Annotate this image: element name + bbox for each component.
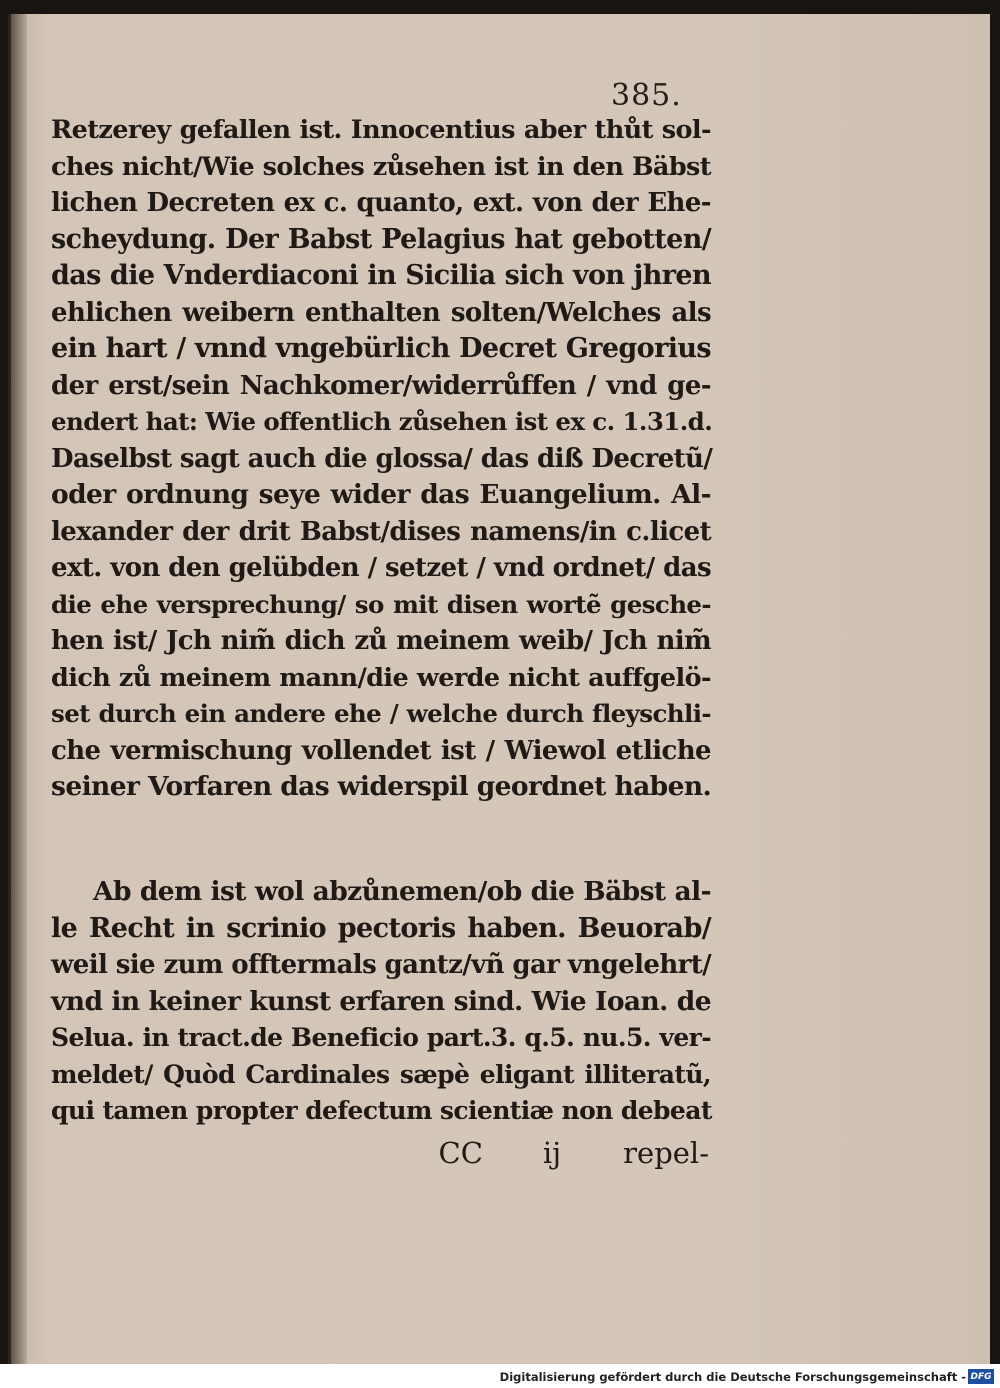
page-number: 385. xyxy=(611,78,682,113)
page-footer-line xyxy=(51,1136,709,1170)
scanned-page xyxy=(8,14,990,1364)
text-line: dich zů meinem mann/die werde nicht auffgelö- xyxy=(51,662,711,693)
text-line: ein hart / vnnd vngebürlich Decret Gregorius xyxy=(51,333,711,364)
page-gutter-shadow xyxy=(11,14,27,1364)
text-line: ehlichen weibern enthalten solten/Welches als xyxy=(51,297,711,328)
dfg-logo-icon: DFG xyxy=(968,1369,994,1384)
text-line: endert hat: Wie offentlich zůsehen ist ex c. 1.31.d. xyxy=(51,407,713,436)
text-line: Ab dem ist wol abzůnemen/ob die Bäbst al- xyxy=(93,876,711,907)
text-line: set durch ein andere ehe / welche durch fleyschli- xyxy=(51,699,711,728)
text-line: hen ist/ Jch nim̃ dich zů meinem weib/ Jch nim̃ xyxy=(51,626,711,656)
text-line: Selua. in tract.de Beneficio part.3. q.5. nu.5. ver- xyxy=(51,1023,711,1052)
text-line: das die Vnderdiaconi in Sicilia sich von jhren xyxy=(51,260,711,291)
text-line: le Recht in scrinio pectoris haben. Beuorab/ xyxy=(51,912,711,944)
text-line: scheydung. Der Babst Pelagius hat gebotten/ xyxy=(51,223,711,255)
digitization-credit: Digitalisierung gefördert durch die Deutsche Forschungsgemeinschaft - xyxy=(499,1370,966,1384)
text-line: ext. von den gelübden / setzet / vnd ordnet/ das xyxy=(51,553,711,583)
text-line: der erst/sein Nachkomer/widerrůffen / vnd ge- xyxy=(51,370,711,401)
text-line: che vermischung vollendet ist / Wiewol etliche xyxy=(51,735,711,766)
text-line: lexander der drit Babst/dises namens/in c.licet xyxy=(51,516,711,547)
text-line: weil sie zum offtermals gantz/vñ gar vngelehrt/ xyxy=(51,950,712,980)
signature-number: ij xyxy=(542,1136,562,1170)
text-line: oder ordnung seye wider das Euangelium. Al- xyxy=(51,479,711,510)
text-line: Retzerey gefallen ist. Innocentius aber thůt sol- xyxy=(51,115,711,145)
paragraph-1 xyxy=(51,112,711,806)
text-line: ches nicht/Wie solches zůsehen ist in den Bäbst xyxy=(51,151,711,182)
text-line: die ehe versprechung/ so mit disen wortẽ gesche- xyxy=(51,589,711,619)
text-line: meldet/ Quòd Cardinales sæpè eligant illiteratũ, xyxy=(51,1059,711,1089)
credit-bar xyxy=(0,1364,1000,1388)
text-line: qui tamen propter defectum scientiæ non debeat xyxy=(51,1096,712,1125)
text-line: vnd in keiner kunst erfaren sind. Wie Ioan. de xyxy=(51,985,711,1017)
text-line: Daselbst sagt auch die glossa/ das diß Decretũ/ xyxy=(51,443,713,474)
paragraph-2 xyxy=(51,874,711,1130)
signature-mark: CC xyxy=(438,1136,483,1170)
text-line: seiner Vorfaren das widerspil geordnet haben. xyxy=(51,771,712,802)
text-line: lichen Decreten ex c. quanto, ext. von der Ehe- xyxy=(51,188,711,218)
catchword: repel- xyxy=(623,1136,709,1170)
